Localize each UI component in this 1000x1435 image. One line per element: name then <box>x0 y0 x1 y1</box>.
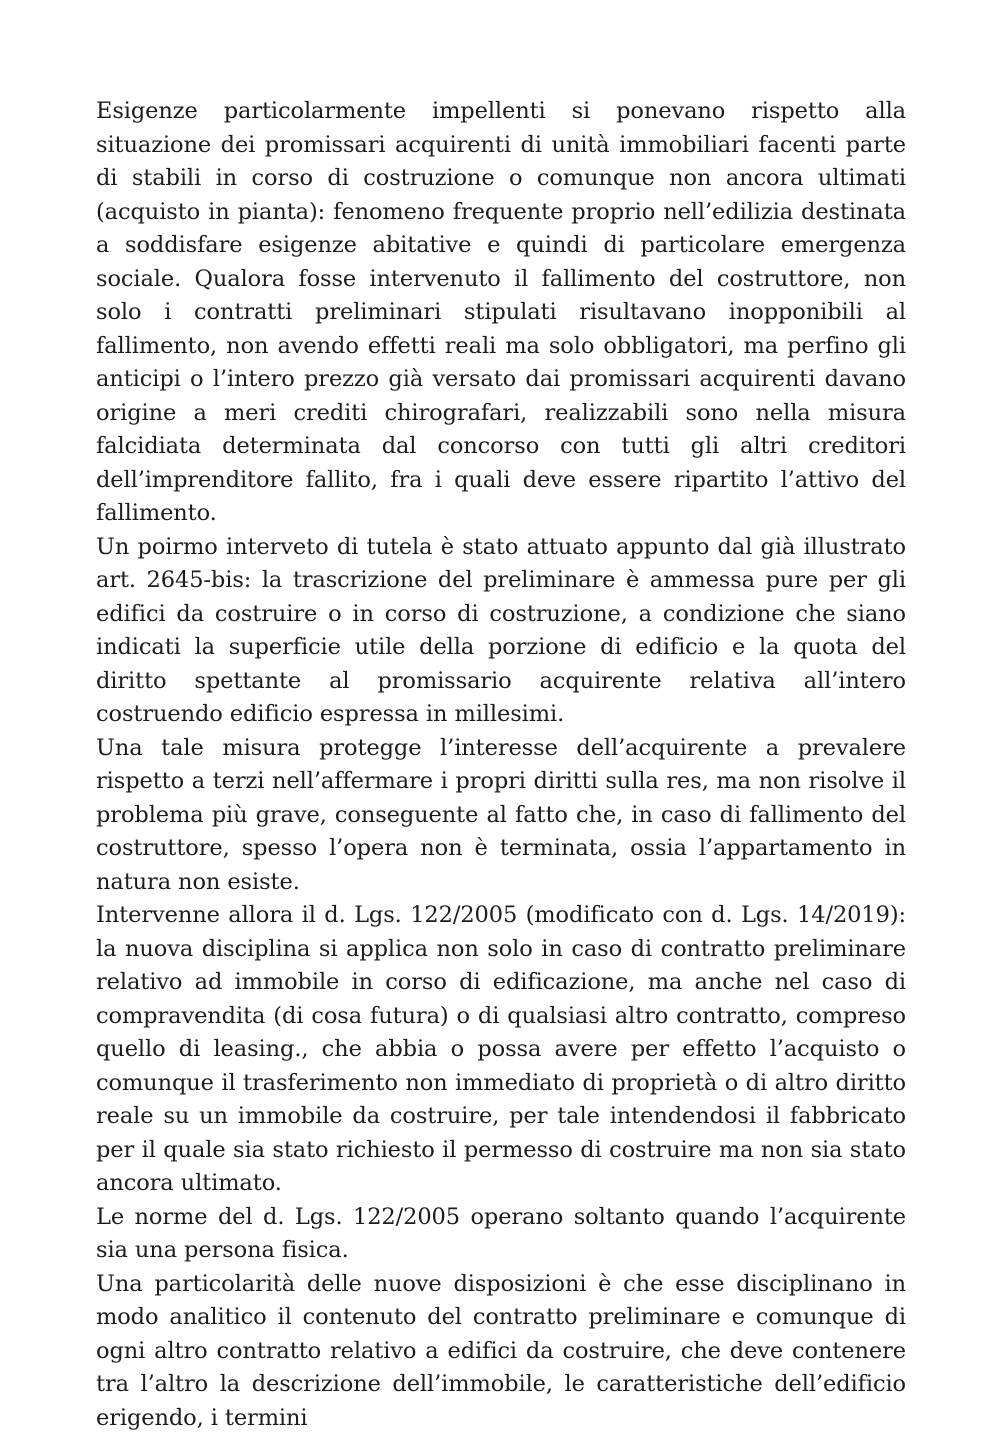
paragraph-persona-fisica: Le norme del d. Lgs. 122/2005 operano soltanto quando l’acquirente sia una persona fisica. <box>96 1201 906 1268</box>
paragraph-tutela-acquirente: Una tale misura protegge l’interesse dell’acquirente a prevalere rispetto a terzi nell’affermare i propri diritti sulla res, ma non risolve il problema più grave, conseguente al fatto che, in caso di fallimento del costruttore, spesso l’opera non è terminata, ossia l’appartamento in natura non esiste. <box>96 732 906 900</box>
paragraph-dlgs-122-2005: Intervenne allora il d. Lgs. 122/2005 (modificato con d. Lgs. 14/2019): la nuova disciplina si applica non solo in caso di contratto preliminare relativo ad immobile in corso di edificazione, ma anche nel caso di compravendita (di cosa futura) o di qualsiasi altro contratto, compreso quello di leasing., che abbia o possa avere per effetto l’acquisto o comunque il trasferimento non immediato di proprietà o di altro diritto reale su un immobile da costruire, per tale intendendosi il fabbricato per il quale sia stato richiesto il permesso di costruire ma non sia stato ancora ultimato. <box>96 899 906 1201</box>
paragraph-contenuto-contratto: Una particolarità delle nuove disposizioni è che esse disciplinano in modo analitico il contenuto del contratto preliminare e comunque di ogni altro contratto relativo a edifici da costruire, che deve contenere tra l’altro la descrizione dell’immobile, le caratteristiche dell’edificio erigendo, i termini <box>96 1268 906 1435</box>
paragraph-art-2645-bis: Un poirmo interveto di tutela è stato attuato appunto dal già illustrato art. 2645-bis: la trascrizione del preliminare è ammessa pure per gli edifici da costruire o in corso di costruzione, a condizione che siano indicati la superficie utile della porzione di edificio e la quota del diritto spettante al promissario acquirente relativa all’intero costruendo edificio espressa in millesimi. <box>96 531 906 732</box>
paragraph-fallimento-costruttore: Esigenze particolarmente impellenti si ponevano rispetto alla situazione dei promissari acquirenti di unità immobiliari facenti parte di stabili in corso di costruzione o comunque non ancora ultimati (acquisto in pianta): fenomeno frequente proprio nell’edilizia destinata a soddisfare esigenze abitative e quindi di particolare emergenza sociale. Qualora fosse intervenuto il fallimento del costruttore, non solo i contratti preliminari stipulati risultavano inopponibili al fallimento, non avendo effetti reali ma solo obbligatori, ma perfino gli anticipi o l’intero prezzo già versato dai promissari acquirenti davano origine a meri crediti chirografari, realizzabili sono nella misura falcidiata determinata dal concorso con tutti gli altri creditori dell’imprenditore fallito, fra i quali deve essere ripartito l’attivo del fallimento. <box>96 95 906 531</box>
document-page <box>96 95 906 1435</box>
